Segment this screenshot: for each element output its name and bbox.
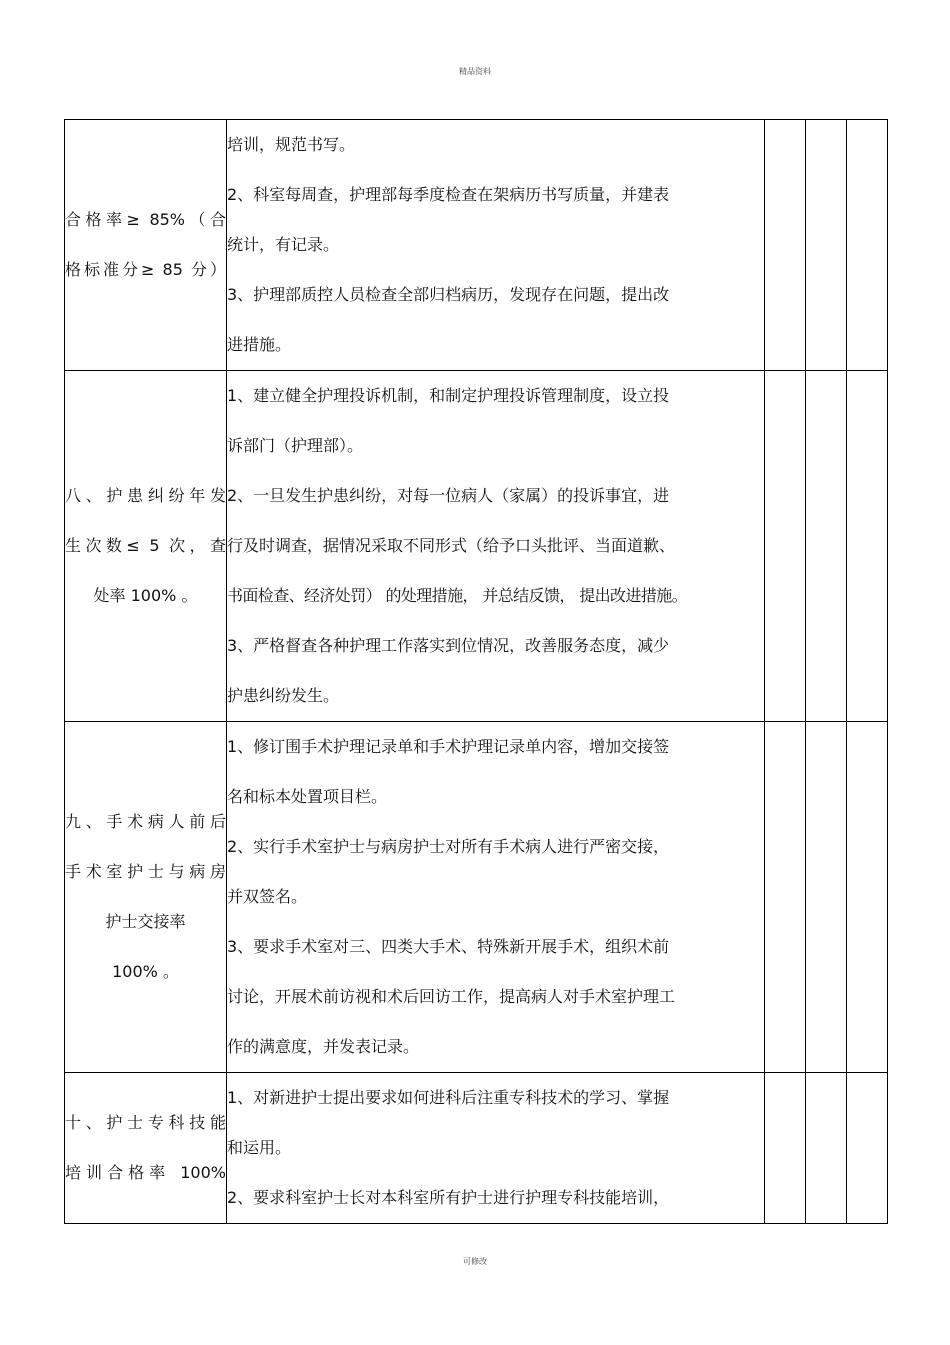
criterion-line: 手术室护士与病房 <box>65 862 226 881</box>
page-header-note: 精品资料 <box>459 67 491 76</box>
table-row <box>65 120 888 371</box>
measure-line: 2、一旦发生护患纠纷，对每一位病人（家属）的投诉事宜，进 <box>227 486 670 505</box>
measures-cell <box>227 120 765 371</box>
empty-score-cell <box>765 371 806 722</box>
empty-score-cell <box>765 1073 806 1224</box>
measure-line: 3、严格督查各种护理工作落实到位情况，改善服务态度，减少 <box>227 636 670 655</box>
measures-cell <box>227 371 765 722</box>
measure-line: 3、要求手术室对三、四类大手术、特殊新开展手术，组织术前 <box>227 937 670 956</box>
empty-score-cell <box>806 722 847 1073</box>
criterion-cell <box>65 371 227 722</box>
measure-line: 并双签名。 <box>227 887 308 906</box>
measure-line: 护患纠纷发生。 <box>227 686 340 705</box>
criterion-line: 培训合格率 100% <box>65 1163 226 1182</box>
measure-line: 进措施。 <box>227 335 292 354</box>
measure-line: 诉部门（护理部）。 <box>227 436 364 455</box>
measure-line: 作的满意度，并发表记录。 <box>227 1037 420 1056</box>
empty-score-cell <box>806 1073 847 1224</box>
criterion-line: 九、手术病人前后 <box>65 812 226 831</box>
measure-line: 培训，规范书写。 <box>227 135 356 154</box>
measure-line: 和运用。 <box>227 1138 292 1157</box>
measure-line: 名和标本处置项目栏。 <box>227 787 388 806</box>
measure-line: 书面检查、经济处罚） 的处理措施， 并总结反馈， 提出改进措施。 <box>227 586 688 605</box>
criterion-cell <box>65 1073 227 1224</box>
table-row <box>65 722 888 1073</box>
measure-line: 行及时调查，据情况采取不同形式（给予口头批评、当面道歉、 <box>227 536 676 555</box>
page-footer-note: 可修改 <box>463 1257 487 1266</box>
empty-score-cell <box>765 120 806 371</box>
criterion-line: 100% 。 <box>112 962 179 981</box>
table-row <box>65 1073 888 1224</box>
criterion-line: 生次数≤ 5 次，查 <box>65 536 226 555</box>
measure-line: 1、对新进护士提出要求如何进科后注重专科技术的学习、掌握 <box>227 1088 670 1107</box>
measure-line: 2、科室每周查，护理部每季度检查在架病历书写质量，并建表 <box>227 185 670 204</box>
empty-score-cell <box>806 120 847 371</box>
criterion-line: 十、护士专科技能 <box>65 1113 226 1132</box>
empty-score-cell <box>806 371 847 722</box>
measure-line: 统计，有记录。 <box>227 235 340 254</box>
criterion-line: 护士交接率 <box>105 912 186 931</box>
empty-score-cell <box>847 1073 888 1224</box>
measure-line: 2、要求科室护士长对本科室所有护士进行护理专科技能培训， <box>227 1188 670 1207</box>
measures-cell <box>227 722 765 1073</box>
measure-line: 1、修订围手术护理记录单和手术护理记录单内容，增加交接签 <box>227 737 670 756</box>
criterion-cell <box>65 722 227 1073</box>
criterion-line: 八、护患纠纷年发 <box>65 486 226 505</box>
measure-line: 讨论，开展术前访视和术后回访工作，提高病人对手术室护理工 <box>227 987 676 1006</box>
measures-cell <box>227 1073 765 1224</box>
measure-line: 1、建立健全护理投诉机制，和制定护理投诉管理制度，设立投 <box>227 386 670 405</box>
criterion-line: 处率 100% 。 <box>93 586 198 605</box>
empty-score-cell <box>847 722 888 1073</box>
measure-line: 2、实行手术室护士与病房护士对所有手术病人进行严密交接， <box>227 837 670 856</box>
quality-standards-table <box>64 119 888 1224</box>
criterion-line: 格标准分≥ 85 分） <box>65 260 226 279</box>
criterion-line: 合格率≥ 85%（合 <box>65 210 226 229</box>
empty-score-cell <box>765 722 806 1073</box>
table-row <box>65 371 888 722</box>
empty-score-cell <box>847 120 888 371</box>
empty-score-cell <box>847 371 888 722</box>
measure-line: 3、护理部质控人员检查全部归档病历，发现存在问题，提出改 <box>227 285 670 304</box>
criterion-cell <box>65 120 227 371</box>
